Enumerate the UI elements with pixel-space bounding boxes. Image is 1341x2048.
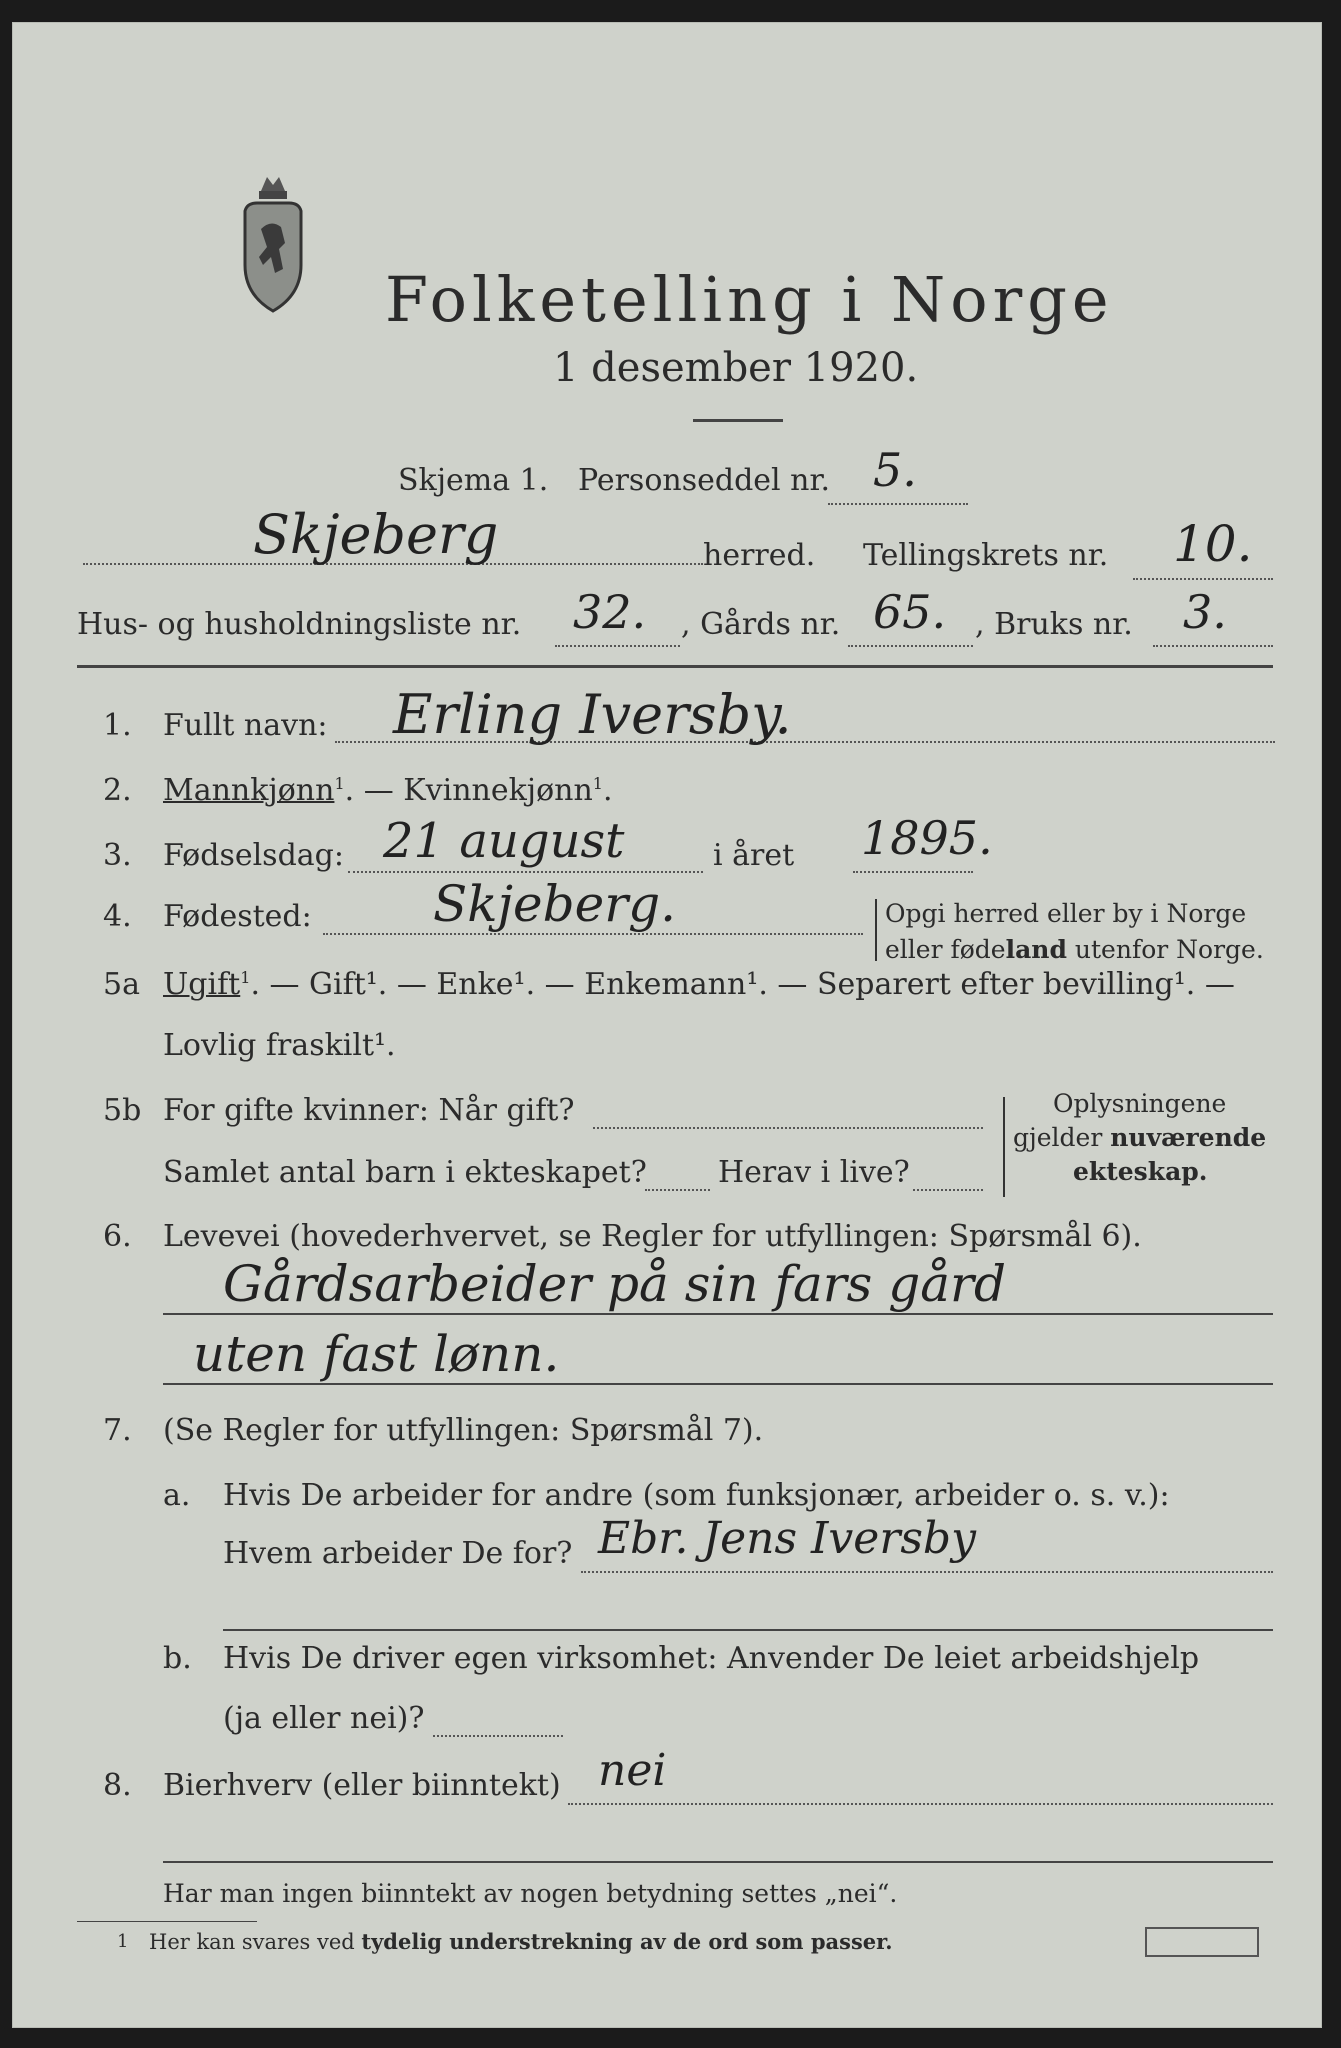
q7b-yes-no-label: (ja eller nei)? xyxy=(223,1701,425,1736)
q8-number: 8. xyxy=(103,1768,132,1803)
side-income-value: nei xyxy=(598,1745,667,1796)
tellingskrets-value: 10. xyxy=(1173,515,1253,573)
q7b-question: Hvis De driver egen virksomhet: Anvender De leiet arbeidshjelp xyxy=(223,1641,1200,1676)
income-note: Har man ingen biinntekt av nogen betydning settes „nei“. xyxy=(163,1879,898,1908)
occupation-field-line2[interactable] xyxy=(163,1383,1273,1385)
bruks-field[interactable] xyxy=(1153,645,1273,647)
q7-number: 7. xyxy=(103,1413,132,1448)
title-divider xyxy=(693,419,783,422)
hus-label: Hus- og husholdningsliste nr. xyxy=(77,607,522,642)
side-income-field[interactable] xyxy=(568,1803,1273,1805)
q5b-note-line1: Oplysningene xyxy=(1053,1089,1227,1118)
printer-stamp xyxy=(1145,1927,1259,1957)
q5b-married-label: For gifte kvinner: Når gift? xyxy=(163,1093,575,1128)
option-lovlig-fraskilt[interactable]: Lovlig fraskilt¹. xyxy=(163,1028,396,1063)
q4-number: 4. xyxy=(103,899,132,934)
year-label: i året xyxy=(713,838,795,873)
q7a-employer-label: Hvem arbeider De for? xyxy=(223,1536,573,1571)
option-kvinnekjonn[interactable]: . — Kvinnekjønn xyxy=(344,773,593,808)
q2-options: Mannkjønn$^1$. — Kvinnekjønn$^1$. xyxy=(163,773,613,808)
census-date: 1 desember 1920. xyxy=(553,345,919,391)
q5b-note-brace xyxy=(1003,1097,1005,1197)
q4-note-brace xyxy=(875,899,877,961)
q2-number: 2. xyxy=(103,773,132,808)
gards-label: , Gårds nr. xyxy=(681,607,841,642)
q4-note-line1: Opgi herred eller by i Norge xyxy=(885,899,1247,928)
occupation-value-line2: uten fast lønn. xyxy=(193,1325,560,1383)
census-form-page xyxy=(12,22,1322,2028)
header-divider xyxy=(77,665,1273,668)
hired-help-field[interactable] xyxy=(433,1735,563,1737)
q5b-alive-label: Herav i live? xyxy=(718,1155,910,1190)
option-marital-rest[interactable]: . — Gift¹. — Enke¹. — Enkemann¹. — Separert efter bevilling¹. — xyxy=(250,967,1235,1002)
tellingskrets-field[interactable] xyxy=(1133,578,1273,580)
bruks-value: 3. xyxy=(1183,585,1227,639)
footnote-divider xyxy=(77,1921,257,1922)
birthdate-value: 21 august xyxy=(383,813,625,869)
q5b-note-line3: ekteskap. xyxy=(1073,1157,1208,1186)
personseddel-value: 5. xyxy=(873,443,917,497)
q4-note-line2: eller fødeland utenfor Norge. xyxy=(885,935,1264,964)
q7-label: (Se Regler for utfyllingen: Spørsmål 7). xyxy=(163,1413,764,1448)
occupation-field-line1[interactable] xyxy=(163,1313,1273,1315)
birthyear-value: 1895. xyxy=(861,811,993,865)
herred-value: Skjeberg xyxy=(253,503,499,566)
q5b-children-label: Samlet antal barn i ekteskapet? xyxy=(163,1155,647,1190)
personseddel-label: Personseddel nr. xyxy=(578,463,831,498)
option-mannkjonn[interactable]: Mannkjønn xyxy=(163,773,335,808)
q3-label: Fødselsdag: xyxy=(163,838,344,873)
q8-label: Bierhverv (eller biinntekt) xyxy=(163,1768,561,1803)
q6-number: 6. xyxy=(103,1219,132,1254)
q5a-options: Ugift$^1$. — Gift¹. — Enke¹. — Enkemann¹. — Separert efter bevilling¹. — xyxy=(163,967,1235,1002)
employer-value: Ebr. Jens Iversby xyxy=(598,1513,976,1564)
norway-coat-of-arms-icon xyxy=(223,173,323,323)
q5b-number: 5b xyxy=(103,1093,142,1128)
children-count-field[interactable] xyxy=(645,1189,710,1191)
employer-field-line2[interactable] xyxy=(223,1629,1273,1631)
birthdate-field[interactable] xyxy=(348,871,703,873)
hus-value: 32. xyxy=(573,585,647,639)
q3-number: 3. xyxy=(103,838,132,873)
gards-field[interactable] xyxy=(848,645,973,647)
option-ugift[interactable]: Ugift xyxy=(163,967,241,1002)
form-title: Folketelling i Norge xyxy=(385,263,1114,336)
birthplace-value: Skjeberg. xyxy=(433,875,677,933)
employer-field[interactable] xyxy=(581,1571,1273,1573)
gards-value: 65. xyxy=(873,585,947,639)
footnote-marker: 1 xyxy=(117,1931,129,1952)
married-date-field[interactable] xyxy=(593,1127,983,1129)
q7b-letter: b. xyxy=(163,1641,192,1676)
footnote-text: Her kan svares ved tydelig understrekning av de ord som passer. xyxy=(149,1929,893,1954)
q7a-question: Hvis De arbeider for andre (som funksjonær, arbeider o. s. v.): xyxy=(223,1478,1170,1513)
q6-label: Levevei (hovederhvervet, se Regler for utfyllingen: Spørsmål 6). xyxy=(163,1219,1142,1254)
herred-label: herred. xyxy=(703,538,816,573)
q5b-note-line2: gjelder nuværende xyxy=(1013,1123,1267,1152)
q5a-number: 5a xyxy=(103,967,140,1002)
personseddel-field[interactable] xyxy=(828,503,968,505)
q4-label: Fødested: xyxy=(163,899,312,934)
skjema-label: Skjema 1. xyxy=(398,463,549,498)
q1-label: Fullt navn: xyxy=(163,708,328,743)
children-alive-field[interactable] xyxy=(913,1189,983,1191)
birthplace-field[interactable] xyxy=(323,933,863,935)
tellingskrets-label: Tellingskrets nr. xyxy=(863,538,1109,573)
birthyear-field[interactable] xyxy=(853,871,973,873)
bruks-label: , Bruks nr. xyxy=(975,607,1133,642)
hus-field[interactable] xyxy=(555,645,680,647)
q1-number: 1. xyxy=(103,708,132,743)
q7a-letter: a. xyxy=(163,1478,191,1513)
occupation-value-line1: Gårdsarbeider på sin fars gård xyxy=(223,1255,1006,1313)
side-income-field-line2[interactable] xyxy=(163,1861,1273,1863)
full-name-value: Erling Iversby. xyxy=(393,683,792,746)
